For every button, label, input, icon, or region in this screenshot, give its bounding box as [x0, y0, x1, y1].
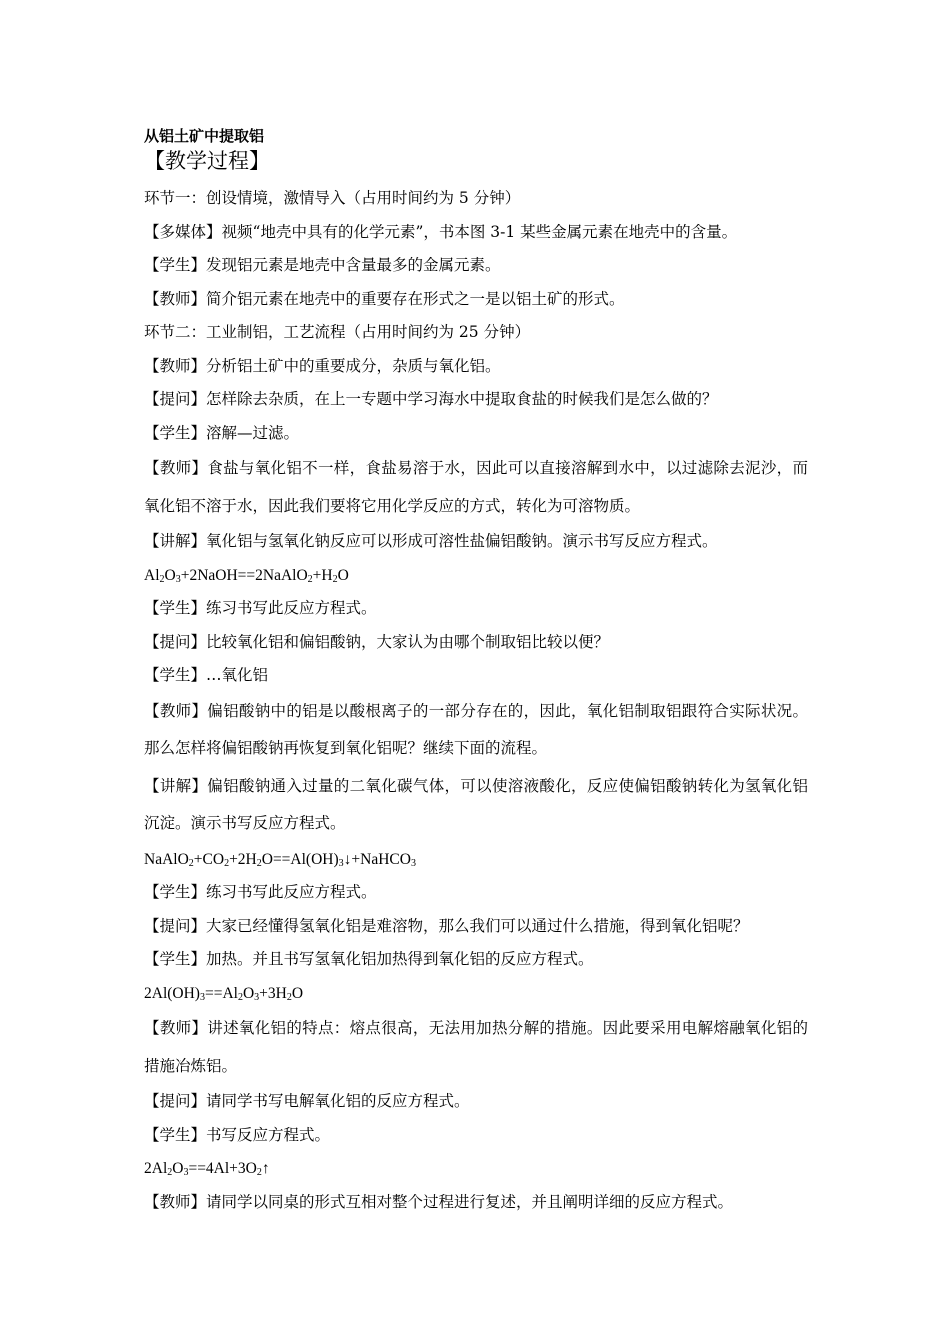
paragraph-tag: 【提问】 [144, 390, 207, 408]
paragraph-text: 分析铝土矿中的重要成分，杂质与氧化铝。 [206, 356, 501, 375]
equation-subscript: 3 [254, 991, 260, 1003]
paragraph-text: 溶解—过滤。 [206, 423, 300, 442]
equation-subscript: 3 [410, 857, 416, 869]
paragraph [144, 1085, 808, 1119]
paragraph-text: …氧化铝 [206, 666, 269, 684]
equation-subscript: 2 [224, 857, 230, 869]
paragraph-tag: 【学生】 [144, 883, 207, 901]
equation-subscript: 3 [183, 1167, 189, 1178]
equation-part: NaAlO [144, 850, 189, 868]
document-title: 从铝土矿中提取铝 [144, 127, 265, 145]
equation-part: O [242, 984, 255, 1002]
paragraph-tag: 【提问】 [144, 916, 207, 935]
paragraph-text: 练习书写此反应方程式。 [206, 883, 377, 901]
paragraph-tag: 【学生】 [144, 423, 207, 442]
paragraph-tag: 【教师】 [144, 356, 207, 375]
paragraph-text: 食盐与氧化铝不一样，食盐易溶于水，因此可以直接溶解到水中，以过滤除去泥沙，而氧化铝不溶于水，因此我们要将它用化学反应的方式，转化为可溶物质。 [144, 459, 808, 515]
paragraph [144, 592, 808, 626]
paragraph-tag: 【学生】 [144, 256, 207, 274]
paragraph-text: 请同学书写电解氧化铝的反应方程式。 [206, 1092, 470, 1110]
equation-subscript: 2 [167, 1167, 173, 1178]
paragraph-tag: 【学生】 [144, 1125, 207, 1144]
paragraph [144, 383, 808, 417]
paragraph-tag: 【学生】 [144, 666, 207, 684]
equation-part: +3H [259, 984, 287, 1002]
equation-subscript: 3 [199, 991, 205, 1003]
paragraph [144, 626, 808, 660]
paragraph [144, 876, 808, 910]
equation-subscript: 3 [338, 857, 344, 869]
chemical-equation [144, 843, 808, 877]
equation-subscript: 2 [188, 857, 194, 869]
paragraph [144, 350, 808, 384]
paragraph [144, 525, 808, 559]
paragraph-tag: 【教师】 [144, 289, 207, 308]
equation-subscript: 3 [175, 573, 181, 585]
equation-subscript: 2 [286, 991, 292, 1003]
paragraph-tag: 【学生】 [144, 599, 207, 617]
paragraph-tag: 【学生】 [144, 950, 207, 968]
paragraph-text: 大家已经懂得氢氧化铝是难溶物，那么我们可以通过什么措施，得到氧化铝呢？ [206, 916, 749, 935]
paragraph-tag: 【教师】 [144, 1192, 207, 1211]
chemical-equation [144, 1152, 808, 1186]
paragraph-tag: 【多媒体】 [144, 222, 222, 241]
paragraph-tag: 【教师】 [144, 459, 208, 477]
paragraph-text: 书写反应方程式。 [206, 1125, 331, 1144]
equation-subscript: 2 [256, 857, 262, 869]
equation-part: O [164, 566, 176, 584]
section-line: 环节一：创设情境，激情导入（占用时间约为 5 分钟） [144, 189, 521, 207]
paragraph [144, 450, 808, 525]
equation-part: +CO [193, 850, 225, 868]
paragraph [144, 1186, 808, 1220]
equation-part: ↑ [261, 1160, 270, 1177]
paragraph-tag: 【讲解】 [144, 776, 208, 795]
equation-subscript: 2 [256, 1167, 262, 1178]
equation-part: ==Al [204, 984, 238, 1002]
equation-subscript: 2 [237, 991, 243, 1003]
paragraph-text: 加热。并且书写氢氧化铝加热得到氧化铝的反应方程式。 [206, 950, 594, 968]
section-heading: 【教学过程】 [144, 149, 270, 173]
document-body [144, 126, 808, 1219]
equation-part: O [172, 1160, 184, 1177]
paragraph-text: 比较氧化铝和偏铝酸钠，大家认为由哪个制取铝比较以便？ [206, 632, 610, 651]
equation-subscript: 2 [159, 573, 165, 585]
equation-part: O==Al(OH) [261, 850, 339, 868]
paragraph [144, 283, 808, 317]
paragraph-text: 请同学以同桌的形式互相对整个过程进行复述，并且阐明详细的反应方程式。 [206, 1192, 734, 1211]
equation-part: +2NaOH==2NaAlO [180, 566, 308, 584]
paragraph-tag: 【教师】 [144, 701, 208, 720]
paragraph-text: 氧化铝与氢氧化钠反应可以形成可溶性盐偏铝酸钠。演示书写反应方程式。 [206, 532, 718, 550]
equation-part: O [337, 566, 349, 584]
section-line: 环节二：工业制铝，工艺流程（占用时间约为 25 分钟） [144, 323, 531, 341]
paragraph-list [144, 182, 808, 1219]
paragraph-text: 偏铝酸钠通入过量的二氧化碳气体，可以使溶液酸化，反应使偏铝酸钠转化为氢氧化铝沉淀。演示书写反应方程式。 [144, 776, 808, 832]
paragraph-text: 视频“地壳中具有的化学元素”，书本图 3-1 某些金属元素在地壳中的含量。 [221, 222, 738, 241]
paragraph [144, 1010, 808, 1085]
paragraph [144, 249, 808, 283]
paragraph [144, 910, 808, 944]
paragraph-tag: 【提问】 [144, 1092, 207, 1110]
equation-part: Al [144, 566, 160, 584]
paragraph-text: 讲述氧化铝的特点：熔点很高，无法用加热分解的措施。因此要采用电解熔融氧化铝的措施冶炼铝。 [144, 1019, 808, 1075]
paragraph-tag: 【教师】 [144, 1019, 208, 1037]
paragraph [144, 943, 808, 977]
paragraph-text: 偏铝酸钠中的铝是以酸根离子的一部分存在的，因此，氧化铝制取铝跟符合实际状况。那么怎样将偏铝酸钠再恢复到氧化铝呢？继续下面的流程。 [144, 701, 808, 757]
paragraph [144, 693, 808, 768]
paragraph-tag: 【提问】 [144, 632, 207, 651]
paragraph [144, 659, 808, 693]
paragraph-text: 练习书写此反应方程式。 [206, 599, 377, 617]
paragraph [144, 1119, 808, 1153]
equation-part: +2H [229, 850, 257, 868]
equation-part: 2Al(OH) [144, 984, 200, 1002]
paragraph-tag: 【讲解】 [144, 532, 207, 550]
equation-part: O [291, 984, 304, 1002]
chemical-equation [144, 559, 808, 593]
equation-subscript: 2 [332, 573, 338, 585]
equation-subscript: 2 [307, 573, 313, 585]
paragraph [144, 768, 808, 843]
equation-part: ==4Al+3O [188, 1160, 257, 1177]
paragraph [144, 417, 808, 451]
paragraph-text: 发现铝元素是地壳中含量最多的金属元素。 [206, 256, 501, 274]
equation-part: +H [312, 566, 333, 584]
chemical-equation [144, 977, 808, 1011]
equation-part: ↓+NaHCO [343, 850, 411, 868]
paragraph-text: 简介铝元素在地壳中的重要存在形式之一是以铝土矿的形式。 [206, 289, 625, 308]
equation-part: 2Al [144, 1160, 168, 1177]
paragraph-text: 怎样除去杂质，在上一专题中学习海水中提取食盐的时候我们是怎么做的？ [206, 390, 718, 408]
paragraph [144, 216, 808, 250]
